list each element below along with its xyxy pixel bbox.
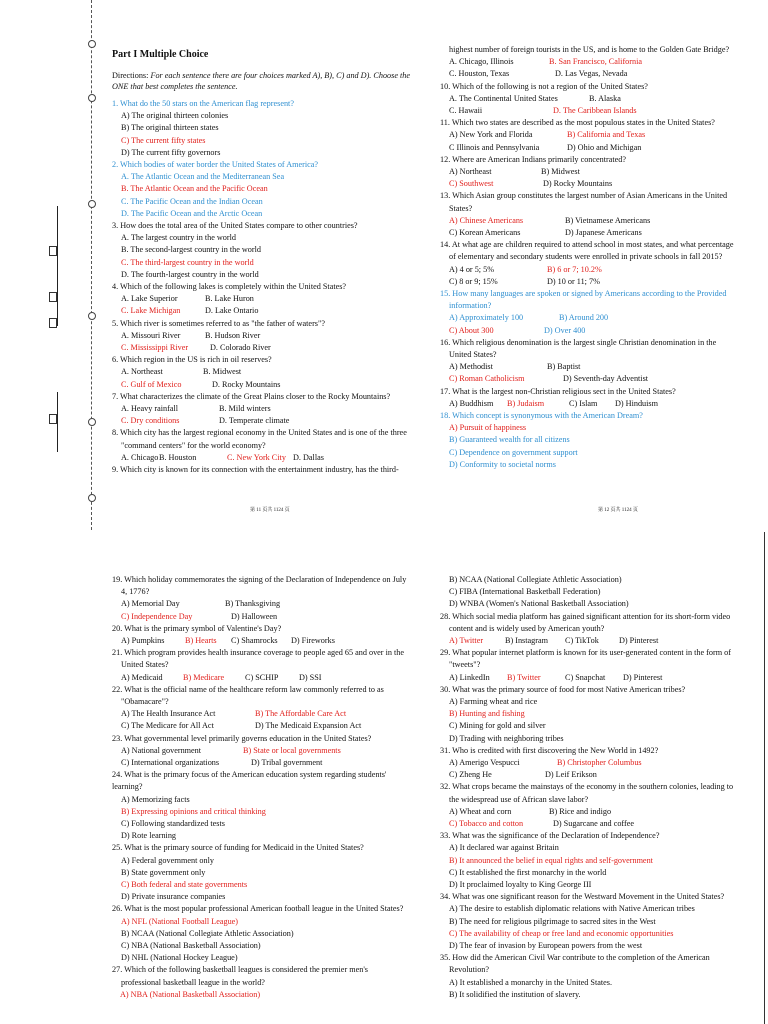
question-text-continued: Revolution? [449, 965, 490, 975]
answer-option: A. Chicago [121, 452, 159, 462]
answer-option-row [112, 415, 417, 427]
answer-option: A) Pursuit of happiness [449, 423, 527, 433]
answer-option: A) Memorizing facts [121, 794, 190, 804]
answer-option: C. Dry conditions [121, 416, 180, 426]
answer-option: D) Rocky Mountains [543, 179, 613, 189]
margin-mark [49, 414, 57, 424]
question-text-continued: information? [449, 301, 492, 311]
answer-option: A) It declared war against Britain [449, 843, 559, 853]
answer-option: C) FIBA (International Basketball Federation) [449, 587, 601, 597]
binding-hole [88, 418, 96, 426]
question-text: 31. Who is credited with first discovering the New World in 1492? [440, 745, 659, 755]
answer-option: D. The fourth-largest country in the world [121, 269, 259, 279]
question-text-continued: professional basketball league in the world? [121, 977, 265, 987]
answer-option: B. The second-largest country in the world [121, 245, 261, 255]
question-text: 25. What is the primary source of funding for Medicaid in the United States? [112, 843, 364, 853]
answer-option: C) SCHIP [245, 672, 279, 682]
answer-option: A. Heavy rainfall [121, 404, 179, 414]
question-text: 16. Which religious denomination is the largest single Christian denomination in the [440, 337, 717, 347]
directions-label: Directions [112, 71, 147, 80]
answer-option: D) Tribal government [251, 758, 323, 768]
answer-option: A) The original thirteen colonies [121, 111, 229, 121]
answer-option-row [440, 178, 745, 190]
question-text: learning? [112, 782, 143, 792]
answer-option: C) Both federal and state governments [121, 880, 248, 890]
answer-option-row [440, 68, 745, 80]
answer-option: D. Dallas [293, 452, 324, 462]
answer-option: B) Judaism [507, 398, 545, 408]
answer-option: D) SSI [299, 672, 322, 682]
answer-option: B) Christopher Columbus [557, 758, 642, 768]
question-text-continued: United States? [449, 350, 497, 360]
answer-option: C) Independence Day [121, 611, 193, 621]
question-text: 18. Which concept is synonymous with the American Dream? [440, 411, 643, 421]
answer-option: D) Hinduism [615, 398, 658, 408]
answer-option: B. Hudson River [205, 330, 261, 340]
answer-option: B) NCAA (National Collegiate Athletic Association) [449, 575, 622, 584]
column-2 [440, 44, 745, 471]
answer-option: B. Houston [159, 452, 197, 462]
binding-hole [88, 312, 96, 320]
answer-option: A. Missouri River [121, 330, 181, 340]
answer-option: A) New York and Florida [449, 130, 533, 140]
answer-option: D) Pinterest [619, 636, 659, 646]
answer-option: A. The largest country in the world [121, 233, 236, 243]
answer-option: C) Roman Catholicism [449, 374, 525, 384]
question-text-continued: of elementary and secondary students were enrolled in private schools in fall 2015? [449, 252, 723, 262]
binding-hole [88, 200, 96, 208]
answer-option-row [440, 312, 745, 324]
answer-option-row [112, 611, 417, 623]
answer-option: D) The fear of invasion by European powers from the west [449, 941, 643, 951]
answer-option: C) Following standardized tests [121, 819, 225, 829]
margin-mark [49, 246, 57, 256]
question-text: 10. Which of the following is not a region of the United States? [440, 81, 648, 91]
question-text-continued: 4, 1776? [121, 587, 150, 597]
question-text-continued: "Obamacare"? [121, 697, 169, 706]
answer-option: D) Seventh-day Adventist [563, 374, 649, 384]
answer-option-row [112, 379, 417, 391]
question-text: 12. Where are American Indians primarily concentrated? [440, 154, 627, 164]
question-text: 8. Which city has the largest regional economy in the United States and is one of the three [112, 428, 407, 438]
answer-option-row [112, 305, 417, 317]
answer-option: A) NFL (National Football League) [121, 916, 239, 926]
answer-option: B. Midwest [203, 367, 242, 377]
question-text: 13. Which Asian group constitutes the largest number of Asian Americans in the United [440, 191, 728, 201]
question-text: 5. Which river is sometimes referred to as "the father of waters"? [112, 318, 325, 328]
answer-option: B) NCAA (National Collegiate Athletic Association) [121, 928, 294, 938]
answer-option: D. The Caribbean Islands [553, 106, 637, 116]
answer-option: B) Twitter [507, 672, 541, 682]
answer-option: C Illinois and Pennsylvania [449, 142, 540, 152]
question-text: 30. What was the primary source of food for most Native American tribes? [440, 684, 686, 694]
answer-option: C) About 300 [449, 325, 494, 335]
question-text-continued: highest number of foreign tourists in the US, and is home to the Golden Gate Bridge? [449, 45, 730, 54]
answer-option-row [440, 398, 745, 410]
answer-option: C. Mississippi River [121, 343, 189, 353]
answer-option-row [440, 142, 745, 154]
answer-option: C) NBA (National Basketball Association) [121, 941, 261, 951]
question-text: 27. Which of the following basketball leagues is considered the premier men's [112, 965, 368, 975]
answer-option: B) It announced the belief in equal rights and self-government [449, 855, 653, 865]
answer-option: D) The current fifty governors [121, 147, 221, 157]
answer-option: B) Hunting and fishing [449, 709, 525, 719]
answer-option: A. Northeast [121, 367, 163, 377]
answer-option-row [440, 769, 745, 781]
answer-option: B) Guaranteed wealth for all citizens [449, 435, 570, 445]
directions: Directions: For each sentence there are four choices marked A), B), C) and D). Choose the ONE that best completes the sentence. [112, 71, 411, 91]
answer-option: C. The third-largest country in the world [121, 257, 254, 267]
answer-option-row [440, 166, 745, 178]
answer-option-row [112, 635, 417, 647]
margin-rule [57, 206, 58, 326]
question-text: 33. What was the significance of the Declaration of Independence? [440, 831, 660, 841]
answer-option: C) Zheng He [449, 770, 492, 780]
answer-option: A) Pumpkins [121, 636, 165, 646]
question-list [112, 574, 417, 1001]
answer-option-row [440, 227, 745, 239]
question-text: 17. What is the largest non-Christian religious sect in the United States? [440, 386, 676, 396]
answer-option: C) Tobacco and cotton [449, 819, 524, 829]
answer-option-row [440, 635, 745, 647]
question-text: 1. What do the 50 stars on the American flag represent? [112, 99, 294, 108]
answer-option-row [112, 598, 417, 610]
answer-option-row [112, 293, 417, 305]
answer-option: D. The Pacific Ocean and the Arctic Ocean [121, 208, 263, 218]
answer-option: C. Hawaii [449, 106, 483, 116]
question-text: 9. Which city is known for its connection with the entertainment industry, has the third- [112, 465, 399, 475]
answer-option: B. The Atlantic Ocean and the Pacific Ocean [121, 184, 268, 194]
question-text: 23. What governmental level primarily governs education in the United States? [112, 733, 372, 743]
question-text: 32. What crops became the mainstays of the economy in the southern colonies, leading to [440, 782, 734, 792]
answer-option: C) The Medicare for All Act [121, 721, 214, 731]
answer-option: B) The original thirteen states [121, 123, 219, 133]
answer-option: A) National government [121, 745, 202, 755]
question-text: 2. Which bodies of water border the United States of America? [112, 160, 319, 170]
answer-option: D) 10 or 11; 7% [547, 276, 600, 286]
answer-option: B) The need for religious pilgrimage to sacred sites in the West [449, 916, 656, 926]
answer-option: C) Snapchat [565, 672, 606, 682]
question-text-continued: United States? [121, 660, 169, 670]
answer-option: C) It established the first monarchy in the world [449, 867, 607, 877]
answer-option: B) Thanksgiving [225, 599, 281, 609]
answer-option: B. Mild winters [219, 404, 271, 414]
question-text: 35. How did the American Civil War contribute to the completion of the American [440, 953, 710, 963]
answer-option: B) It solidified the institution of slavery. [449, 989, 581, 999]
answer-option-row [440, 806, 745, 818]
answer-option: D) Conformity to societal norms [449, 459, 556, 469]
answer-option-row [112, 366, 417, 378]
answer-option-row [112, 403, 417, 415]
answer-option: C) TikTok [565, 636, 599, 646]
answer-option: B. Alaska [589, 93, 621, 103]
answer-option: D) NHL (National Hockey League) [121, 953, 238, 963]
answer-option: B) State government only [121, 867, 206, 877]
question-text: 34. What was one significant reason for the Westward Movement in the United States? [440, 892, 725, 902]
question-text-continued: "tweets"? [449, 660, 481, 670]
question-text: 19. Which holiday commemorates the signing of the Declaration of Independence on July [112, 575, 407, 584]
answer-option-row [112, 708, 417, 720]
answer-option-row [440, 672, 745, 684]
answer-option: A) Amerigo Vespucci [449, 758, 520, 768]
answer-option-row [112, 720, 417, 732]
answer-option: A) Memorial Day [121, 599, 180, 609]
directions-text: For each sentence there are four choices marked A), B), C) and D). Choose the ONE that best completes the sentence. [112, 71, 411, 91]
answer-option: C) Islam [569, 398, 598, 408]
answer-option: B) Vietnamese Americans [565, 215, 651, 225]
answer-option: C) International organizations [121, 758, 220, 768]
answer-option: D. Lake Ontario [205, 306, 259, 316]
question-text: 26. What is the most popular professional American football league in the United States? [112, 904, 404, 914]
answer-option: A. The Atlantic Ocean and the Mediterranean Sea [121, 172, 285, 182]
question-text: 24. What is the primary focus of the American education system regarding students' [112, 770, 387, 780]
answer-option: B) Baptist [547, 362, 581, 372]
column-1 [112, 48, 417, 476]
page-edge [764, 532, 765, 1024]
answer-option: C) Southwest [449, 179, 494, 189]
answer-option: B) Medicare [183, 672, 225, 682]
question-text: A) NBA (National Basketball Association) [120, 989, 261, 999]
answer-option: A) Farming wheat and rice [449, 697, 538, 706]
answer-option: D. Las Vegas, Nevada [555, 69, 628, 79]
answer-option: D) Trading with neighboring tribes [449, 733, 564, 743]
answer-option-row [440, 361, 745, 373]
question-text: 22. What is the official name of the healthcare reform law commonly referred to as [112, 684, 384, 694]
binding-hole [88, 40, 96, 48]
answer-option-row [440, 56, 745, 68]
question-text: 3. How does the total area of the United States compare to other countries? [112, 221, 358, 231]
margin-mark [49, 292, 57, 302]
answer-option: B. Lake Huron [205, 294, 254, 304]
question-text-continued: States? [449, 203, 473, 213]
answer-option: D. Colorado River [210, 343, 271, 353]
page-footer-left: 第 11 页共 1124 页 [250, 508, 290, 513]
question-text: 20. What is the primary symbol of Valentine's Day? [112, 623, 282, 633]
question-list [440, 44, 745, 471]
column-3 [112, 574, 417, 1001]
answer-option: D) WNBA (Women's National Basketball Association) [449, 599, 629, 609]
question-text: 7. What characterizes the climate of the Great Plains closer to the Rocky Mountains? [112, 391, 391, 401]
answer-option-row [112, 672, 417, 684]
answer-option: D) The Medicaid Expansion Act [255, 721, 362, 731]
question-list [112, 98, 417, 476]
answer-option: D) Rote learning [121, 831, 177, 841]
question-text: 6. Which region in the US is rich in oil reserves? [112, 355, 272, 365]
binding-hole [88, 94, 96, 102]
answer-option: C. Lake Michigan [121, 306, 181, 316]
answer-option: C) 8 or 9; 15% [449, 276, 498, 286]
answer-option: B) Instagram [505, 636, 548, 646]
answer-option-row [112, 342, 417, 354]
answer-option: C. Houston, Texas [449, 69, 510, 79]
answer-option-row [440, 129, 745, 141]
answer-option: D) Over 400 [544, 325, 586, 335]
answer-option: D) Fireworks [291, 636, 335, 646]
question-text: 14. At what age are children required to attend school in most states, and what percentage [440, 240, 734, 250]
answer-option: A) Approximately 100 [449, 313, 524, 323]
answer-option: D. Temperate climate [219, 416, 290, 426]
answer-option: B) Hearts [185, 636, 217, 646]
answer-option: A. The Continental United States [449, 93, 558, 103]
answer-option-row [112, 452, 417, 464]
answer-option-row [112, 330, 417, 342]
section-title: Part I Multiple Choice [112, 49, 209, 60]
answer-option: B. San Francisco, California [549, 57, 643, 67]
answer-option: B) 6 or 7; 10.2% [547, 264, 602, 274]
answer-option: A. Chicago, Illinois [449, 57, 514, 67]
answer-option: D) Private insurance companies [121, 892, 226, 902]
answer-option-row [440, 373, 745, 385]
answer-option: A) It established a monarchy in the United States. [449, 977, 613, 987]
margin-rule [57, 392, 58, 452]
answer-option: D) Japanese Americans [565, 228, 642, 238]
question-text-continued: content and is widely used by American youth? [449, 623, 605, 633]
answer-option: A) The Health Insurance Act [121, 709, 216, 719]
answer-option: C) Korean Americans [449, 228, 521, 238]
answer-option: A. Lake Superior [121, 294, 178, 304]
answer-option-row [440, 105, 745, 117]
question-text: 11. Which two states are described as the most populous states in the United States? [440, 118, 715, 128]
question-text: 28. Which social media platform has gained significant attention for its short-form video [440, 611, 731, 621]
answer-option: B) Around 200 [559, 313, 609, 323]
answer-option: A) Chinese Americans [449, 215, 524, 225]
answer-option: C) Dependence on government support [449, 447, 578, 457]
answer-option: D) Pinterest [623, 672, 663, 682]
question-text: 29. What popular internet platform is known for its user-generated content in the form of [440, 648, 731, 658]
margin-mark [49, 318, 57, 328]
answer-option: C. New York City [227, 452, 286, 462]
answer-option: A) 4 or 5; 5% [449, 264, 495, 274]
answer-option: C. The Pacific Ocean and the Indian Ocean [121, 196, 263, 206]
answer-option: D. Rocky Mountains [212, 379, 281, 389]
question-text: 21. Which program provides health insurance coverage to people aged 65 and over in the [112, 648, 404, 658]
answer-option: A) Twitter [449, 636, 484, 646]
column-4 [440, 574, 745, 1001]
answer-option: B) Expressing opinions and critical thinking [121, 806, 266, 816]
answer-option: C) Shamrocks [231, 636, 278, 646]
answer-option: A) Federal government only [121, 855, 214, 865]
answer-option: A) Medicaid [121, 672, 163, 682]
binding-hole [88, 494, 96, 502]
answer-option: A) Wheat and corn [449, 806, 512, 816]
answer-option-row [440, 93, 745, 105]
answer-option: C. Gulf of Mexico [121, 379, 182, 389]
answer-option: D) Ohio and Michigan [567, 142, 642, 152]
page-footer-right: 第 12 页共 1124 页 [598, 508, 638, 513]
answer-option: A) Buddhism [449, 398, 494, 408]
question-list [440, 574, 745, 1001]
answer-option: C) The current fifty states [121, 135, 206, 145]
question-text: 4. Which of the following lakes is completely within the United States? [112, 282, 347, 292]
question-text-continued: "command centers" for the world economy? [121, 440, 266, 450]
answer-option: C) The availability of cheap or free land and economic opportunities [449, 928, 674, 938]
answer-option: B) The Affordable Care Act [255, 709, 347, 719]
answer-option: B) State or local governments [243, 745, 341, 755]
answer-option-row [440, 325, 745, 337]
answer-option: A) Northeast [449, 167, 492, 177]
answer-option: B) California and Texas [567, 130, 646, 140]
answer-option: D) Sugarcane and coffee [553, 819, 634, 829]
answer-option: C) Mining for gold and silver [449, 721, 546, 731]
answer-option: A) The desire to establish diplomatic relations with Native American tribes [449, 904, 695, 914]
answer-option-row [440, 818, 745, 830]
answer-option-row [112, 745, 417, 757]
answer-option: D) Leif Erikson [545, 770, 597, 780]
answer-option-row [112, 757, 417, 769]
answer-option-row [440, 215, 745, 227]
question-text: 15. How many languages are spoken or signed by Americans according to the Provided [440, 289, 727, 299]
answer-option: A) LinkedIn [449, 672, 490, 682]
binding-line [91, 0, 92, 530]
answer-option: B) Rice and indigo [549, 806, 612, 816]
question-text-continued: the widespread use of African slave labor? [449, 794, 589, 804]
answer-option-row [440, 276, 745, 288]
answer-option-row [440, 264, 745, 276]
answer-option: A) Methodist [449, 362, 493, 372]
answer-option: D) Halloween [231, 611, 278, 621]
answer-option: B) Midwest [541, 167, 580, 177]
answer-option: D) It proclaimed loyalty to King George III [449, 880, 592, 890]
answer-option-row [440, 757, 745, 769]
